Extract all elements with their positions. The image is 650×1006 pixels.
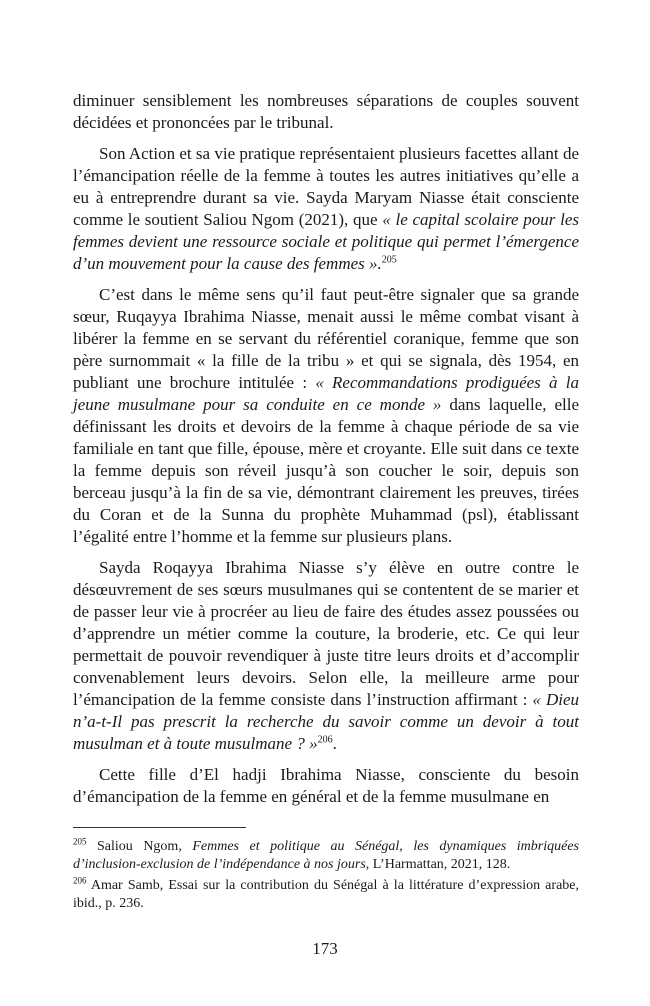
footnote-title: Femmes et politique au Sénégal, les dynamiques imbriquées d’inclusion-exclusion de l’indépendance à nos jours — [73, 839, 580, 872]
footnote-number: 205 — [73, 836, 87, 847]
footnotes — [73, 838, 579, 916]
paragraph-4 — [73, 557, 579, 755]
paragraph-4-text: Sayda Roqayya Ibrahima Niasse s’y élève en outre contre le désœuvrement de ses sœurs musulmanes qui se contentent de se marier et de passer leur vie à procréer au lieu de faire des études assez poussées ou d’apprendre un métier comme la couture, la broderie, etc. Ce qui leur permettait de pouvoir revendiquer à juste titre leurs droits et d’accomplir convenablement leurs devoirs. Selon elle, la meilleure arme pour l’émancipation de la femme consiste dans l’instruction affirmant : — [73, 558, 579, 709]
paragraph-3-text-cont: dans laquelle, elle définissant les droits et devoirs de la femme à chaque période de sa vie familiale en tant que fille, épouse, mère et croyante. Elle suit dans ce texte la femme depuis son réveil jusqu’à son coucher le soir, depuis son berceau jusqu’à la fin de sa vie, démontrant clairement les preuves, tirées du Coran et de la Sunna du prophète Muhammad (psl), établissant l’égalité entre l’homme et la femme sur plusieurs plans. — [73, 395, 579, 546]
footnote-separator — [73, 827, 246, 828]
footnote-text: Amar Samb, Essai sur la contribution du Sénégal à la littérature d’expression arabe, ibid., p. 236. — [73, 878, 579, 911]
paragraph-2-quote: « le capital scolaire pour les femmes devient une ressource sociale et politique qui permet l’émergence d’un mouvement pour la cause des femmes ». — [73, 210, 579, 273]
page-number: 173 — [312, 939, 338, 958]
paragraph-2 — [73, 143, 579, 275]
footnote-ref-205[interactable]: 205 — [381, 254, 397, 266]
paragraph-3-text: C’est dans le même sens qu’il faut peut-être signaler que sa grande sœur, Ruqayya Ibrahima Niasse, menait aussi le même combat visant à libérer la femme en se servant du référentiel coranique, femme que son père surnommait « la fille de la tribu » et qui se signala, dès 1954, en publiant une brochure intitulée : — [73, 285, 579, 392]
paragraph-1 — [73, 90, 579, 134]
footnote-206 — [73, 877, 579, 913]
footnote-text-end: , L’Harmattan, 2021, 128. — [365, 857, 511, 872]
paragraph-3-title: « Recommandations prodiguées à la jeune musulmane pour sa conduite en ce monde » — [73, 373, 579, 414]
footnote-number: 206 — [73, 875, 87, 886]
paragraph-3 — [73, 284, 579, 548]
paragraph-4-end: . — [332, 734, 337, 753]
page-body — [73, 90, 579, 817]
paragraph-5 — [73, 764, 579, 808]
footnote-ref-206[interactable]: 206 — [317, 734, 333, 746]
footnote-text: Saliou Ngom, — [86, 839, 193, 854]
paragraph-5-text: Cette fille d’El hadji Ibrahima Niasse, consciente du besoin d’émancipation de la femme en général et de la femme musulmane en — [73, 765, 579, 806]
paragraph-1-text: diminuer sensiblement les nombreuses séparations de couples souvent décidées et prononcées par le tribunal. — [73, 91, 579, 132]
paragraph-2-text: Son Action et sa vie pratique représentaient plusieurs facettes allant de l’émancipation réelle de la femme à toutes les autres initiatives qu’elle a eu à entreprendre durant sa vie. Sayda Maryam Niasse était consciente comme le soutient Saliou Ngom (2021), que — [73, 144, 579, 229]
paragraph-4-quote: « Dieu n’a-t-Il pas prescrit la recherche du savoir comme un devoir à tout musulman et à toute musulmane ? » — [73, 690, 579, 753]
footnote-205 — [73, 838, 579, 874]
